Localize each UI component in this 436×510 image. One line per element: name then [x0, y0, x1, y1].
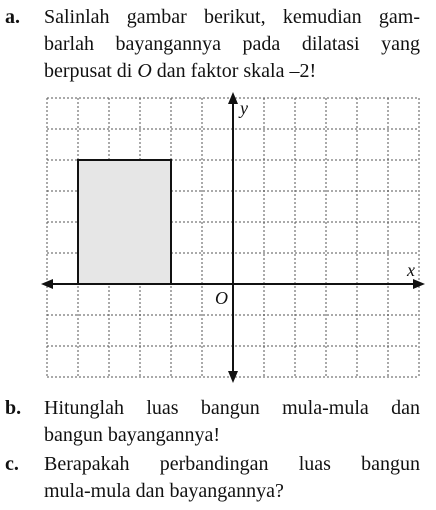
x-axis-label: x	[407, 260, 415, 280]
coordinate-grid-figure	[40, 90, 426, 386]
question-c-text	[44, 451, 420, 505]
dilation-center-symbol: O	[137, 60, 152, 82]
question-c-line-1: Berapakah perbandingan luas bangun	[44, 453, 420, 475]
question-b-marker: b.	[5, 397, 22, 419]
question-b-line-2: bangun bayangannya!	[44, 424, 221, 446]
question-a-marker: a.	[5, 6, 20, 28]
question-c-line-2: mula-mula dan bayangannya?	[44, 480, 284, 502]
question-a-line-3	[44, 58, 420, 85]
question-a-line-1: Salinlah gambar berikut, kemudian gam-	[44, 6, 420, 28]
question-a-text	[44, 4, 420, 85]
question-a-line-2: barlah bayangannya pada dilatasi yang	[44, 33, 420, 55]
y-axis-label: y	[240, 98, 248, 118]
question-b-line-1: Hitunglah luas bangun mula-mula dan	[44, 397, 420, 419]
question-a-line-3-prefix: berpusat di	[44, 60, 138, 82]
origin-label: O	[215, 288, 228, 308]
question-a-line-3-suffix: dan faktor skala –2!	[151, 60, 317, 82]
question-b-text	[44, 395, 420, 449]
question-c-marker: c.	[5, 453, 19, 475]
coordinate-grid	[40, 90, 426, 386]
original-rectangle	[78, 160, 171, 284]
